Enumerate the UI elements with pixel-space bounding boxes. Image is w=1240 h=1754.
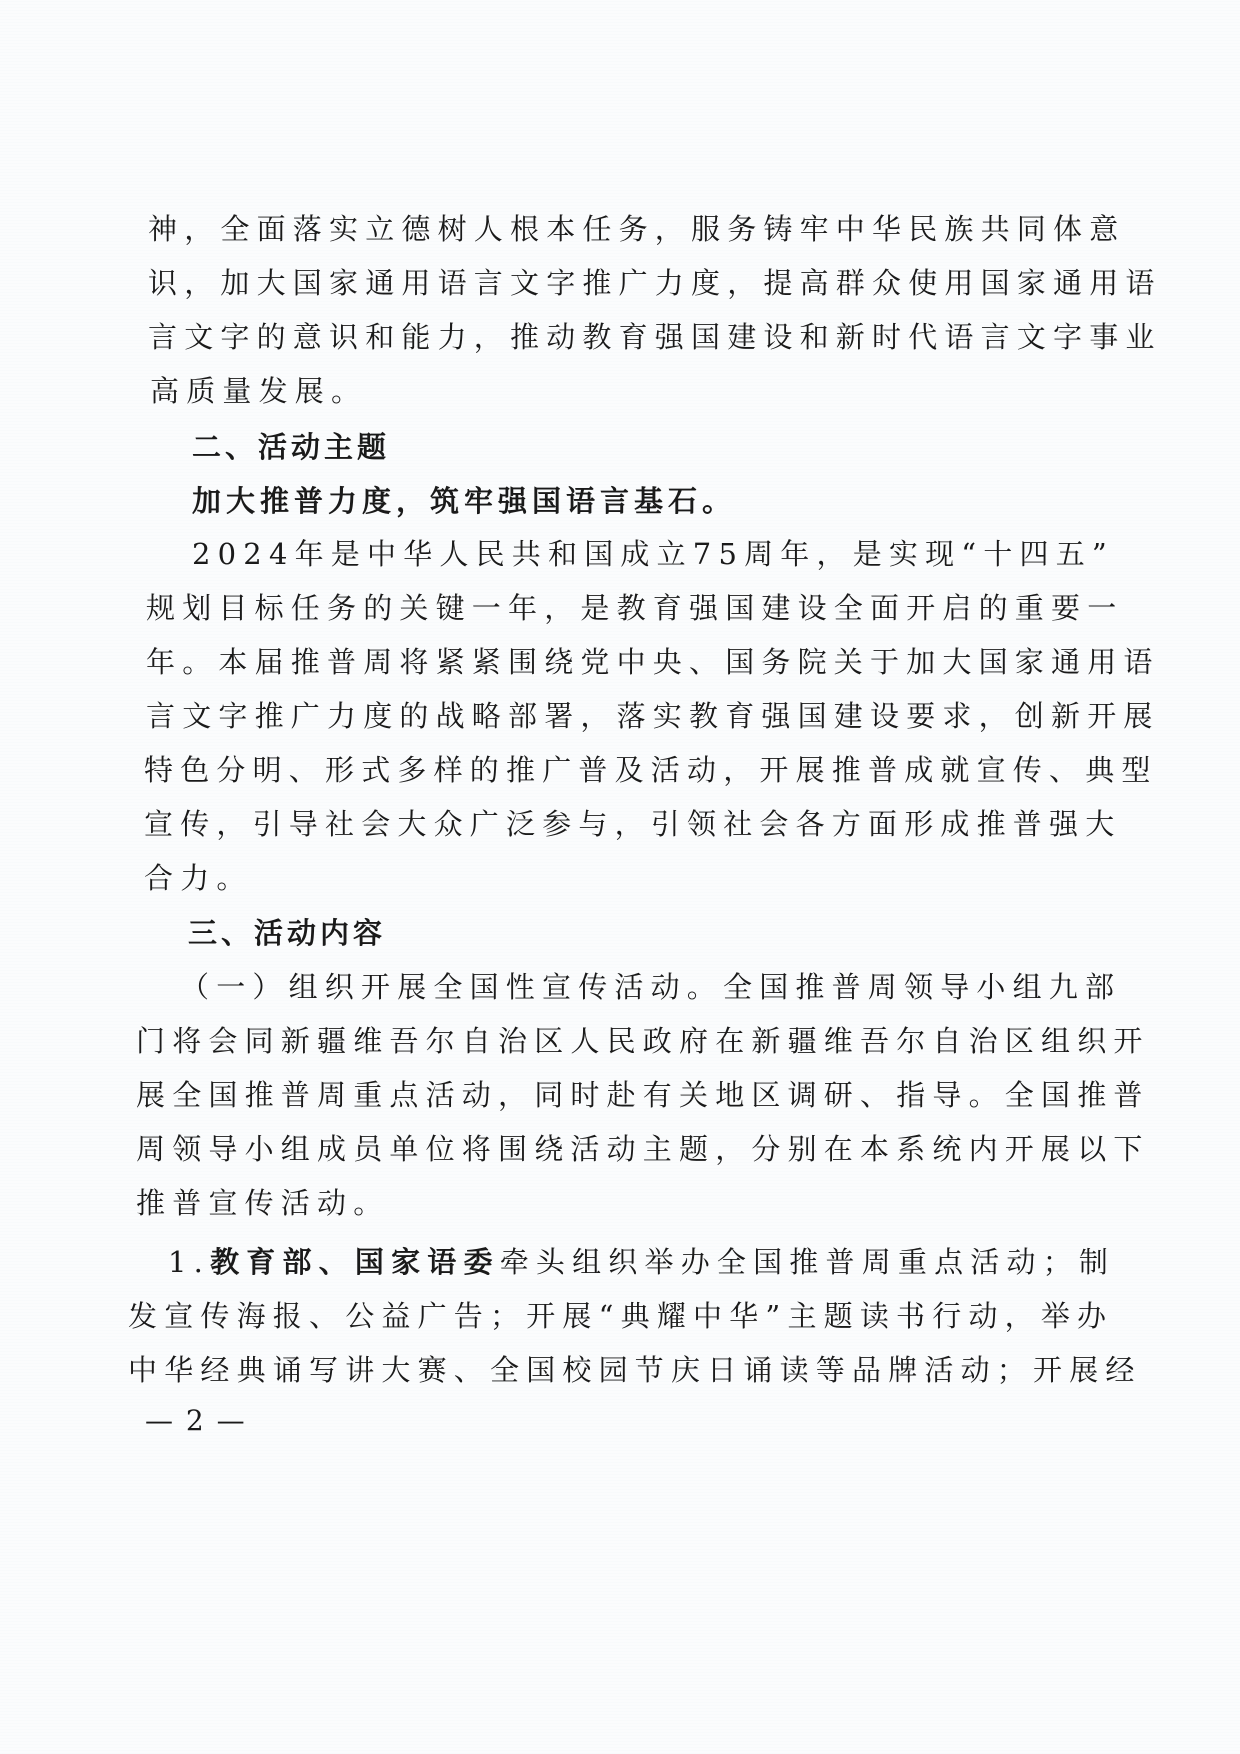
body-line: （一）组织开展全国性宣传活动。全国推普周领导小组九部 xyxy=(180,970,1122,1004)
body-line: 发宣传海报、公益广告；开展“典耀中华”主题读书行动，举办 xyxy=(128,1299,1114,1333)
body-line: 周领导小组成员单位将围绕活动主题，分别在本系统内开展以下 xyxy=(136,1132,1150,1166)
body-line: 言文字的意识和能力，推动教育强国建设和新时代语言文字事业 xyxy=(148,320,1162,354)
body-line: 神，全面落实立德树人根本任务，服务铸牢中华民族共同体意 xyxy=(148,212,1126,246)
body-line: 识，加大国家通用语言文字推广力度，提高群众使用国家通用语 xyxy=(148,266,1162,300)
body-line: 展全国推普周重点活动，同时赴有关地区调研、指导。全国推普 xyxy=(136,1078,1150,1112)
activity-theme: 加大推普力度，筑牢强国语言基石。 xyxy=(192,484,737,518)
body-line: 特色分明、形式多样的推广普及活动，开展推普成就宣传、典型 xyxy=(144,753,1158,787)
body-line: 规划目标任务的关键一年，是教育强国建设全面开启的重要一 xyxy=(146,591,1124,625)
section-heading-3: 三、活动内容 xyxy=(188,916,387,950)
body-line: 中华经典诵写讲大赛、全国校园节庆日诵读等品牌活动；开展经 xyxy=(128,1353,1142,1387)
body-line: 2024年是中华人民共和国成立75周年，是实现“十四五” xyxy=(192,537,1114,571)
body-line: 推普宣传活动。 xyxy=(136,1186,390,1220)
body-line: 言文字推广力度的战略部署，落实教育强国建设要求，创新开展 xyxy=(146,699,1160,733)
list-item-number: 1. xyxy=(168,1245,211,1279)
body-line: 宣传，引导社会大众广泛参与，引领社会各方面形成推普强大 xyxy=(144,807,1122,841)
body-line: 年。本届推普周将紧紧围绕党中央、国务院关于加大国家通用语 xyxy=(146,645,1160,679)
list-item-text: 牵头组织举办全国推普周重点活动；制 xyxy=(499,1245,1116,1279)
body-line: 合力。 xyxy=(144,861,253,895)
body-line: 高质量发展。 xyxy=(150,374,368,408)
section-heading-2: 二、活动主题 xyxy=(192,430,391,464)
list-item-lead-orgs: 教育部、国家语委 xyxy=(210,1245,500,1279)
list-item-1-first-line xyxy=(168,1245,1115,1279)
body-line: 门将会同新疆维吾尔自治区人民政府在新疆维吾尔自治区组织开 xyxy=(136,1024,1150,1058)
page-number: — 2 — xyxy=(145,1404,247,1437)
